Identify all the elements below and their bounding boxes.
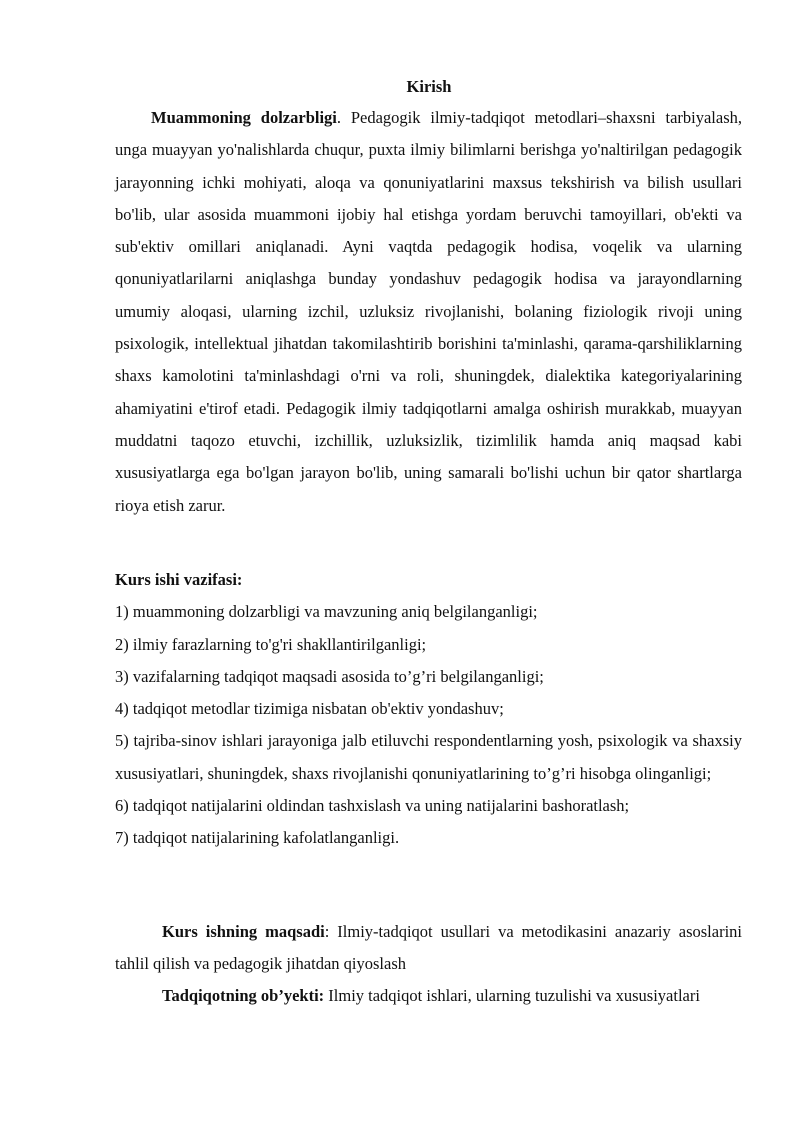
tasks-heading: Kurs ishi vazifasi: [115, 570, 243, 589]
task-item: 1) muammoning dolzarbligi va mavzuning aniq belgilanganligi; [115, 602, 538, 622]
intro-text: . Pedagogik ilmiy-tadqiqot metodlari–shaxsni tarbiyalash, unga muayyan yo'nalishlarda chuqur, puxta ilmiy bilimlarni berishga yo'naltirilgan pedagogik jarayonning ichki mohiyati, aloqa va qonuniyatlarini maxsus tekshirish va bilish usullari bo'lib, ular asosida muammoni ijobiy hal etishga yordam beruvchi tamoyillari, ob'ekti va sub'ektiv omillari aniqlanadi. Ayni vaqtda pedagogik hodisa, voqelik va ularning qonuniyatlarilarni aniqlashga bunday yondashuv pedagogik hodisa va jarayondlarning umumiy aloqasi, ularning izchil, uzluksiz rivojlanishi, bolaning fiziologik rivoji uning psixologik, intellektual jihatdan takomilashtirib borishini ta'minlashi, qarama-qarshiliklarning shaxs kamolotini ta'minlashdagi o'rni va roli, shuningdek, dialektika kategoriyalarining ahamiyatini e'tirof etadi. Pedagogik ilmiy tadqiqotlarni amalga oshirish murakkab, muayyan muddatni taqozo etuvchi, izchillik, uzluksizlik, tizimlilik hamda aniq maqsad kabi xususiyatlarga ega bo'lgan jarayon bo'lib, uning samarali bo'lishi uchun bir qator shartlarga rioya etish zarur. [115, 108, 742, 515]
task-item: 7) tadqiqot natijalarining kafolatlanganligi. [115, 828, 400, 848]
task-item: 4) tadqiqot metodlar tizimiga nisbatan ob'ektiv yondashuv; [115, 699, 504, 719]
object-label: Tadqiqotning ob’yekti: [162, 986, 325, 1005]
task-item: 6) tadqiqot natijalarini oldindan tashxislash va uning natijalarini bashoratlash; [115, 796, 630, 816]
object-paragraph [115, 980, 742, 1012]
task-item: 2) ilmiy farazlarning to'g'ri shakllantirilganligi; [115, 634, 427, 654]
task-item: 3) vazifalarning tadqiqot maqsadi asosida to’g’ri belgilanganligi; [115, 666, 544, 686]
goal-paragraph [115, 916, 742, 981]
object-text: Ilmiy tadqiqot ishlari, ularning tuzulishi va xususiyatlari [324, 986, 700, 1005]
intro-paragraph [115, 102, 742, 522]
page-heading: Kirish [406, 77, 452, 96]
goal-text: : Ilmiy-tadqiqot usullari va metodikasini anazariy asoslarini tahlil qilish va pedagogik jihatdan qiyoslash [115, 922, 742, 974]
tasks-section [115, 564, 742, 855]
task-item: 5) tajriba-sinov ishlari jarayoniga jalb etiluvchi respondentlarning yosh, psixologik va shaxsiy xususiyatlari, shuningdek, shaxs rivojlanishi qonuniyatlarining to’g’ri hisobga olinganligi; [115, 731, 742, 783]
goal-label: Kurs ishning maqsadi [162, 922, 325, 941]
intro-label: Muammoning dolzarbligi [151, 108, 337, 127]
